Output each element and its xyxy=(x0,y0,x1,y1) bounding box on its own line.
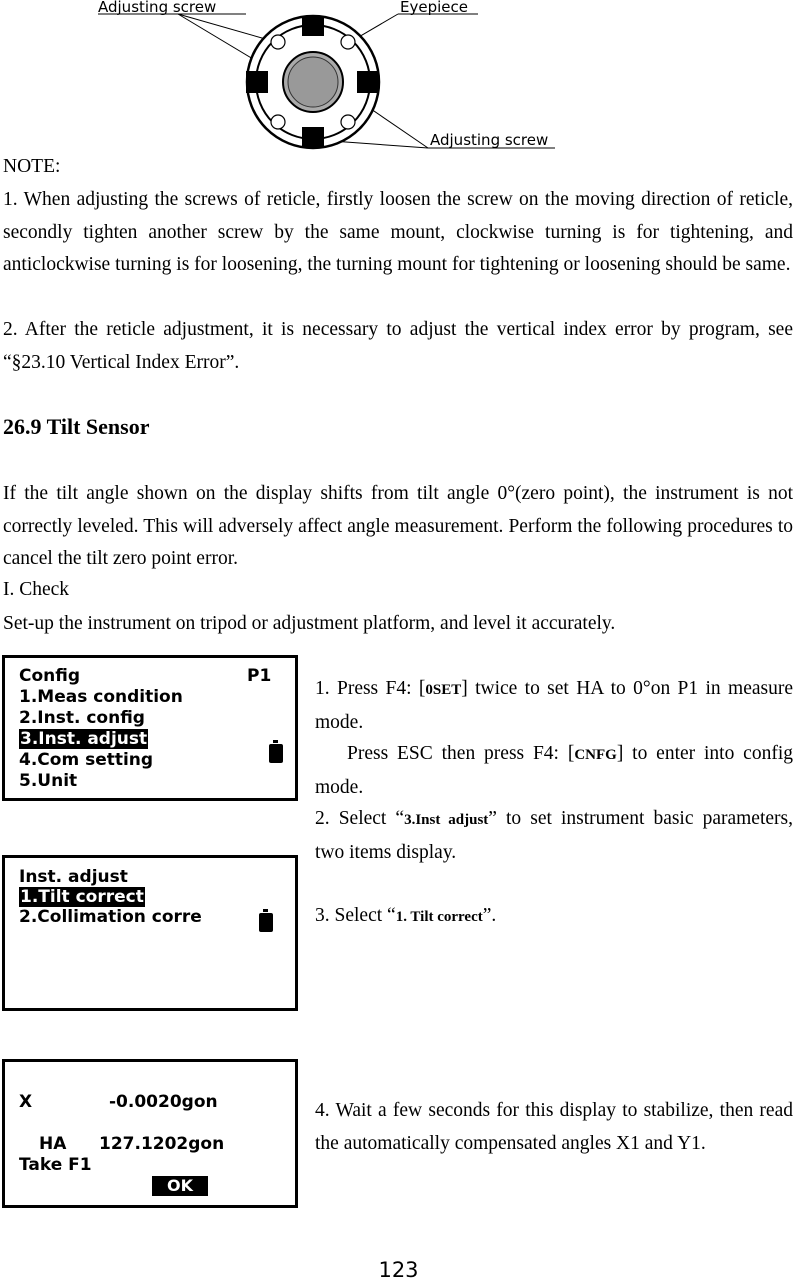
adjusting-screw-label-bottom: Adjusting screw xyxy=(430,131,549,149)
setup-text: Set-up the instrument on tripod or adjustment platform, and level it accurately. xyxy=(3,613,616,634)
eyepiece-label: Eyepiece xyxy=(400,0,468,16)
menu-item-inst-config[interactable]: 2.Inst. config xyxy=(19,708,145,728)
step-1: 1. Press F4: [0SET] twice to set HA to 0°on P1 in measure mode. xyxy=(315,678,793,733)
step-4: 4. Wait a few seconds for this display to stabilize, then read the automatically compensated angles X1 and Y1. xyxy=(315,1100,793,1154)
step-3: 3. Select “1. Tilt correct”. xyxy=(315,905,497,926)
key-inst-adjust: 3.Inst adjust xyxy=(404,812,489,828)
step-1-cnfg: Press ESC then press F4: [CNFG] to enter into config mode. xyxy=(315,743,793,798)
ha-value: 127.1202gon xyxy=(99,1134,225,1154)
take-f1-prompt: Take F1 xyxy=(19,1155,92,1175)
x-value: -0.0020gon xyxy=(109,1092,218,1112)
key-cnfg: CNFG xyxy=(574,747,617,763)
step-2: 2. Select “3.Inst adjust” to set instrument basic parameters, two items display. xyxy=(315,808,793,863)
lcd-screen-inst-adjust xyxy=(2,855,298,1011)
battery-icon xyxy=(269,744,283,763)
key-tilt-correct: 1. Tilt correct xyxy=(395,909,483,925)
menu-item-inst-adjust-selected[interactable]: 3.Inst. adjust xyxy=(20,729,148,749)
section-heading: 26.9 Tilt Sensor xyxy=(3,414,150,439)
x-label: X xyxy=(19,1092,33,1112)
key-0set: 0SET xyxy=(425,682,462,698)
adjusting-screw-label-top: Adjusting screw xyxy=(98,0,217,16)
note-title: NOTE: xyxy=(3,156,61,177)
battery-icon xyxy=(259,913,273,932)
page-indicator: P1 xyxy=(247,666,272,686)
eyepiece-diagram xyxy=(0,0,797,155)
check-label: I. Check xyxy=(3,579,70,600)
page-number: 123 xyxy=(378,1258,419,1282)
screen-title: Config xyxy=(19,666,81,686)
ok-softkey[interactable]: OK xyxy=(152,1176,208,1196)
menu-item-com-setting[interactable]: 4.Com setting xyxy=(19,750,154,770)
menu-item-unit[interactable]: 5.Unit xyxy=(19,771,78,791)
screen-title: Inst. adjust xyxy=(19,867,128,887)
lcd-screen-tilt-values xyxy=(2,1059,298,1208)
section-intro: If the tilt angle shown on the display shifts from tilt angle 0°(zero point), the instrument is not correctly leveled. This will adversely affect angle measurement. Perform the following procedures to cancel the tilt zero point error. xyxy=(3,483,793,569)
ha-label: HA xyxy=(39,1134,67,1154)
note-item-2: 2. After the reticle adjustment, it is necessary to adjust the vertical index error by program, see “§23.10 Vertical Index Error”. xyxy=(3,319,793,373)
menu-item-meas-condition[interactable]: 1.Meas condition xyxy=(19,687,183,707)
menu-item-tilt-correct-selected[interactable]: 1.Tilt correct xyxy=(20,887,144,907)
lcd-screen-config xyxy=(2,655,298,801)
note-item-1: 1. When adjusting the screws of reticle, firstly loosen the screw on the moving direction of reticle, secondly tighten another screw by the same mount, clockwise turning is for tightening, and anticlockwise turning is for loosening, the turning mount for tightening or loosening should be same. xyxy=(3,189,793,275)
menu-item-collimation-corre[interactable]: 2.Collimation corre xyxy=(19,907,202,927)
